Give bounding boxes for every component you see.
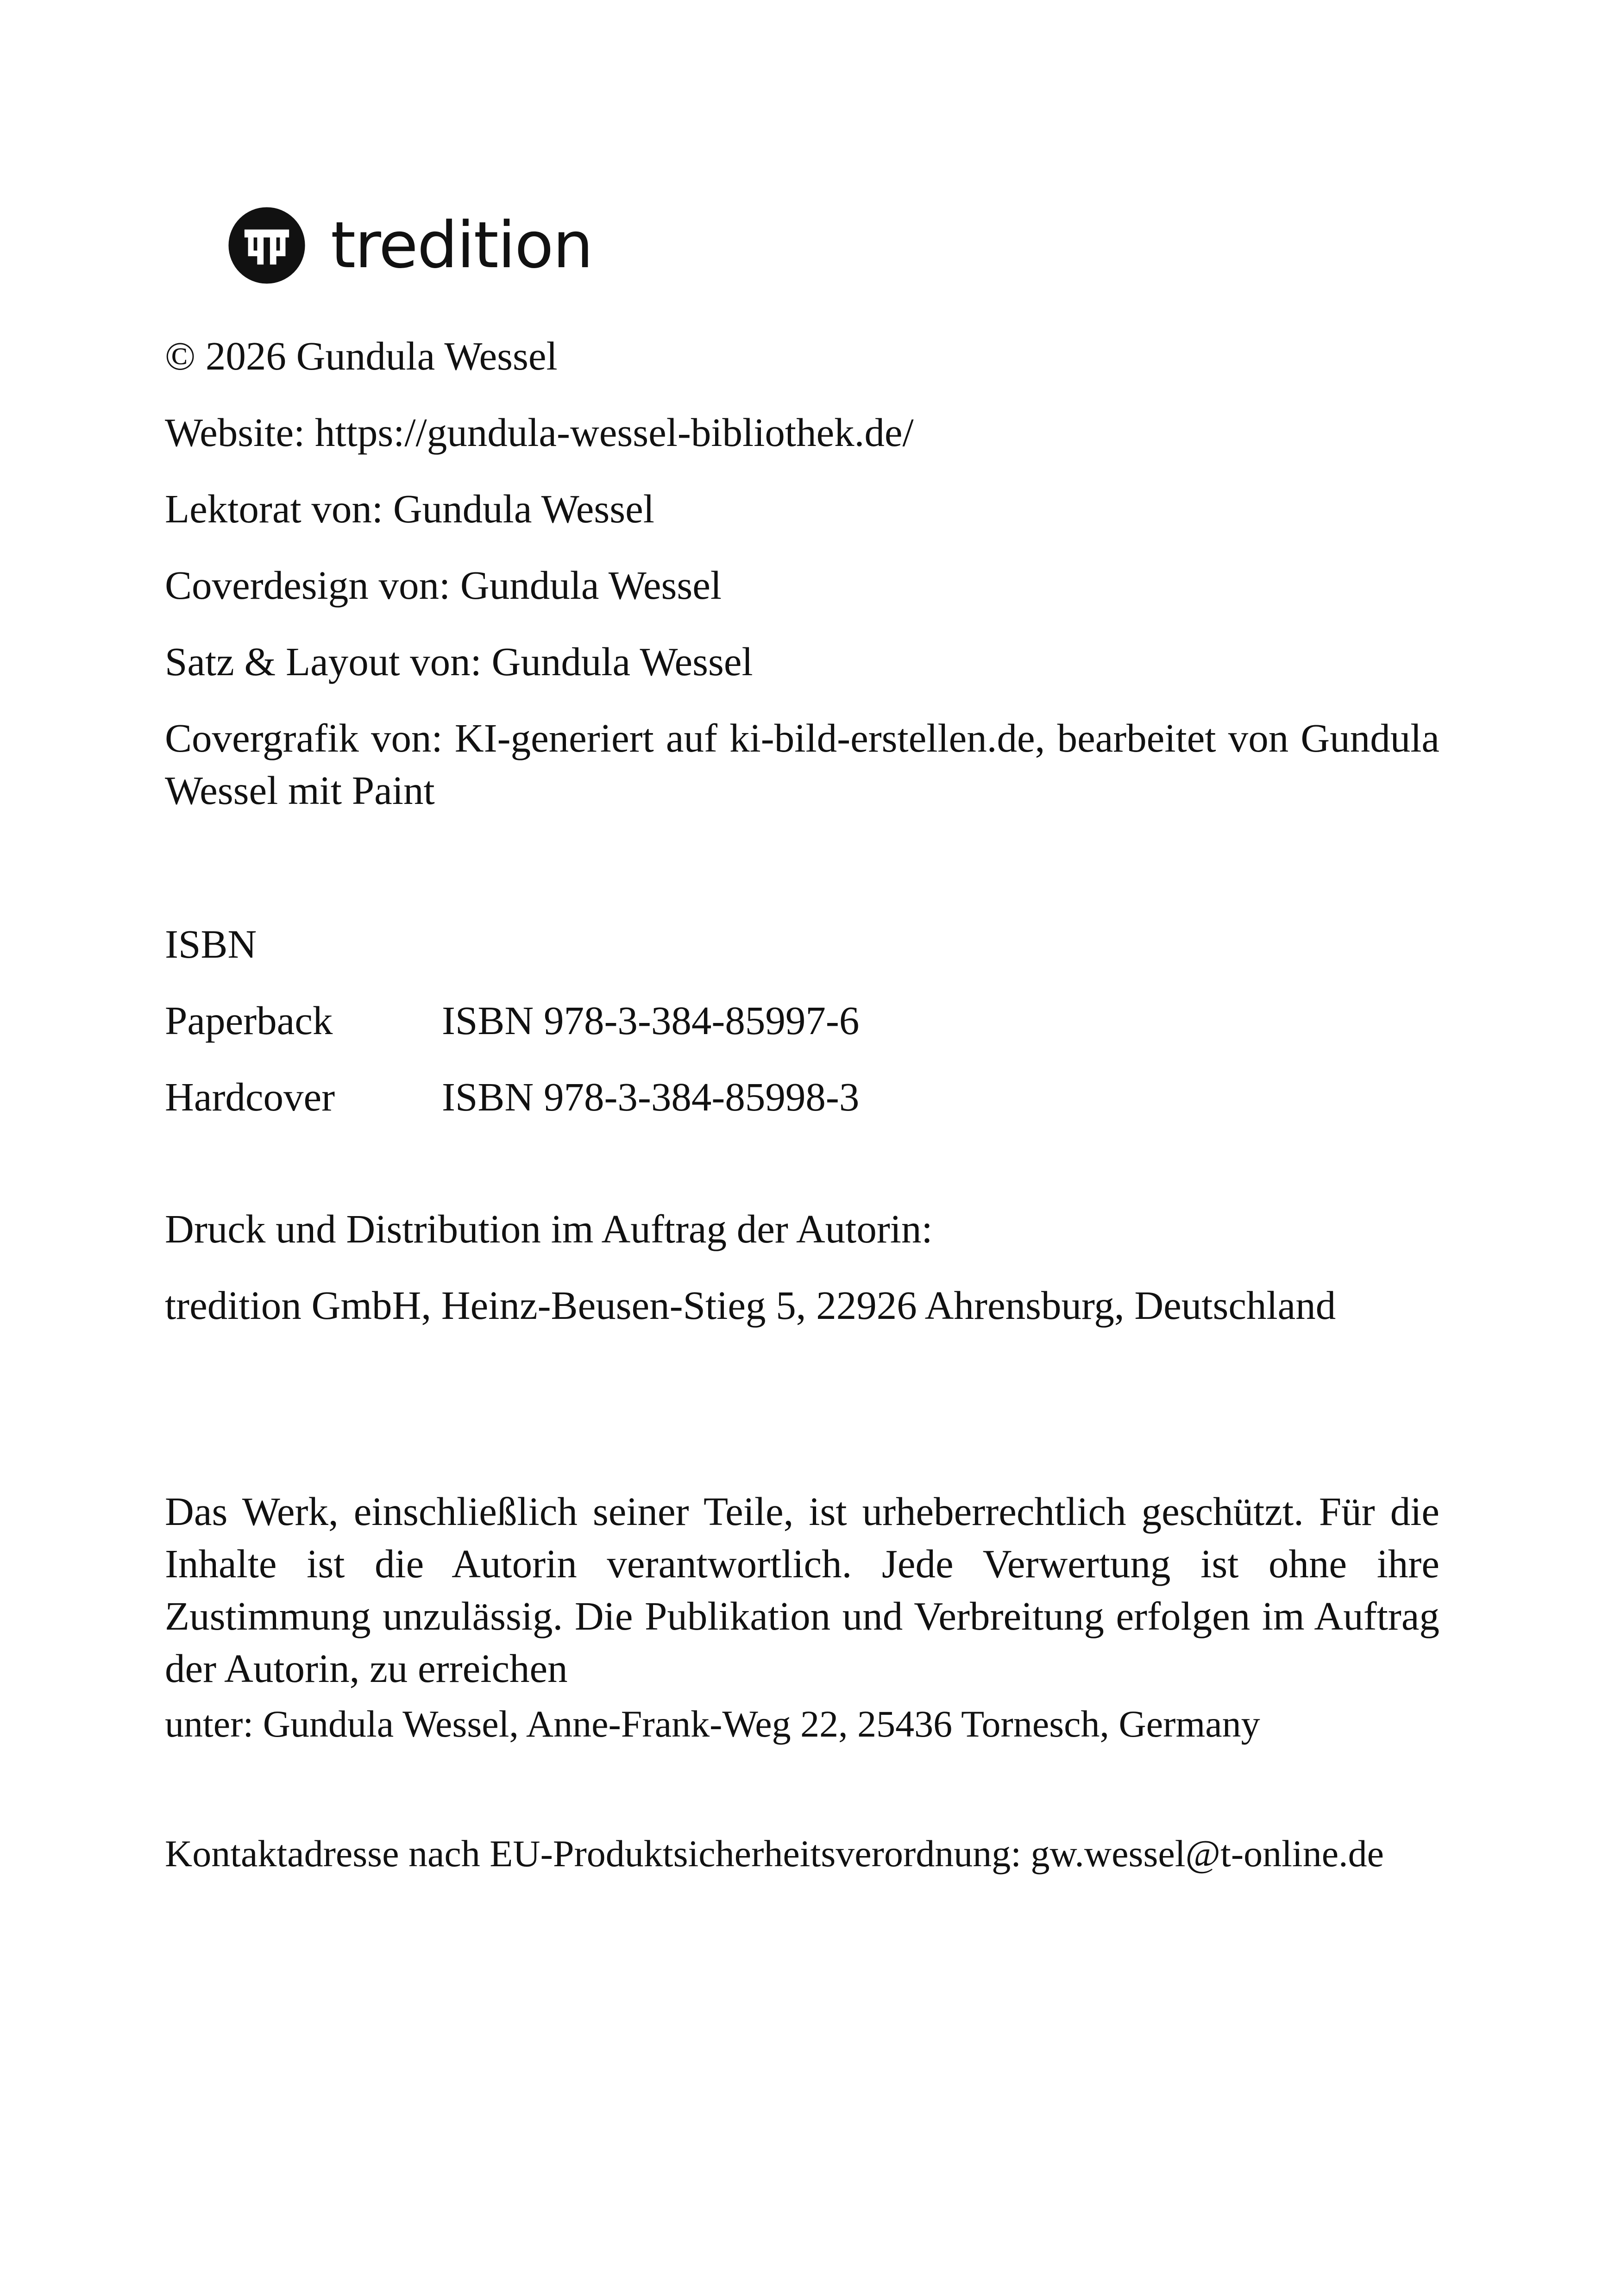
publisher-logo: [227, 204, 592, 287]
copyright-line: © 2026 Gundula Wessel: [165, 333, 558, 378]
legal-notice: Das Werk, einschließlich seiner Teile, ist urheberrechtlich geschützt. Für die Inhalte ist die Autorin verantwortlich. Jede Verwertung ist ohne ihre Zustimmung unzulässig. Die Publikation und Verbreitung erfolgen im Auftrag der Autorin, zu erreichen: [165, 1489, 1439, 1691]
legal-address-line: unter: Gundula Wessel, Anne-Frank-Weg 22, 25436 Tornesch, Germany: [165, 1703, 1260, 1745]
website-line: Website: https://gundula-wessel-bibliothek.de/: [165, 410, 914, 455]
distribution-heading: Druck und Distribution im Auftrag der Autorin:: [165, 1206, 933, 1251]
distribution-address: tredition GmbH, Heinz-Beusen-Stieg 5, 22926 Ahrensburg, Deutschland: [165, 1283, 1336, 1328]
tredition-logo-icon: [227, 206, 307, 285]
contact-line: Kontaktadresse nach EU-Produktsicherheitsverordnung: gw.wessel@t-online.de: [165, 1832, 1384, 1875]
editing-credit: Lektorat von: Gundula Wessel: [165, 486, 654, 531]
isbn-number: ISBN 978-3-384-85997-6: [442, 998, 860, 1043]
cover-design-credit: Coverdesign von: Gundula Wessel: [165, 563, 722, 608]
isbn-heading: ISBN: [165, 922, 257, 966]
isbn-format-label: Paperback: [165, 998, 333, 1043]
isbn-format-label: Hardcover: [165, 1074, 335, 1119]
isbn-row-paperback: [165, 994, 859, 1047]
isbn-row-hardcover: [165, 1071, 859, 1123]
publisher-name: tredition: [331, 208, 592, 282]
cover-graphic-credit: Covergrafik von: KI-generiert auf ki-bild-erstellen.de, bearbeitet von Gundula Wessel mit Paint: [165, 715, 1439, 813]
isbn-number: ISBN 978-3-384-85998-3: [442, 1074, 860, 1119]
typesetting-credit: Satz & Layout von: Gundula Wessel: [165, 639, 753, 684]
